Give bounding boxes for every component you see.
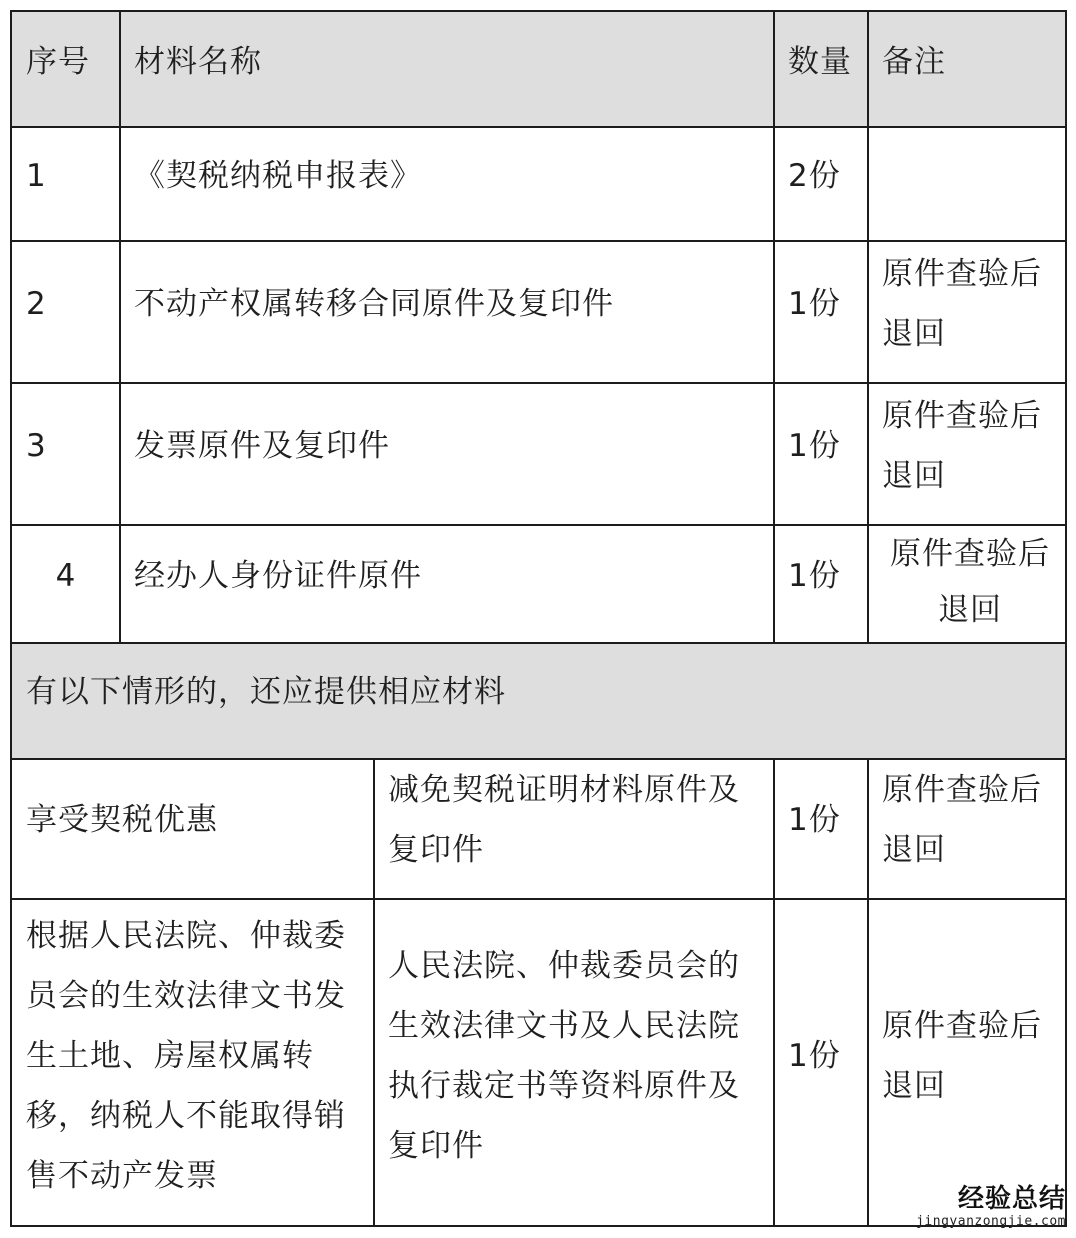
row-2-no: 2: [26, 286, 47, 322]
row-1-name: 《契税纳税申报表》: [134, 158, 422, 194]
header-qty: 数量: [788, 44, 852, 80]
watermark-logo: [916, 1184, 1066, 1230]
section-title: 有以下情形的，还应提供相应材料: [26, 674, 506, 710]
col-divider: [119, 12, 121, 644]
extra-2-material: 人民法院、仲裁委员会的生效法律文书及人民法院执行裁定书等资料原件及复印件: [388, 948, 740, 1164]
header-note: 备注: [882, 44, 946, 80]
extra-2-qty: 1份: [788, 1038, 841, 1074]
col-divider: [867, 12, 869, 644]
materials-table: [10, 10, 1067, 1227]
row-3-qty: 1份: [788, 428, 841, 464]
row-2-qty: 1份: [788, 286, 841, 322]
header-name: 材料名称: [134, 44, 262, 80]
row-1-no: 1: [26, 158, 47, 194]
row-divider: [12, 898, 1065, 900]
row-divider: [12, 126, 1065, 128]
row-divider: [12, 382, 1065, 384]
extra-2-situation: 根据人民法院、仲裁委员会的生效法律文书发生土地、房屋权属转移，纳税人不能取得销售不动产发票: [26, 918, 346, 1194]
row-2-name: 不动产权属转移合同原件及复印件: [134, 286, 614, 322]
row-4-qty: 1份: [788, 558, 841, 594]
extra-1-material: 减免契税证明材料原件及复印件: [388, 772, 740, 868]
row-4-name: 经办人身份证件原件: [134, 558, 422, 594]
watermark-main-text: 经验总结: [957, 1184, 1066, 1214]
header-no: 序号: [26, 44, 90, 80]
col-divider: [773, 12, 775, 644]
row-3-name: 发票原件及复印件: [134, 428, 390, 464]
watermark-url: jingyanzongjie.com: [916, 1214, 1066, 1229]
col-divider: [773, 758, 775, 1225]
row-3-note: 原件查验后退回: [882, 398, 1042, 494]
row-4-note: 原件查验后退回: [890, 536, 1050, 628]
row-divider: [12, 642, 1065, 644]
row-4-no: 4: [55, 558, 77, 594]
col-divider: [373, 758, 375, 1225]
extra-1-qty: 1份: [788, 802, 841, 838]
row-2-note: 原件查验后退回: [882, 256, 1042, 352]
row-divider: [12, 240, 1065, 242]
extra-1-note: 原件查验后退回: [882, 772, 1042, 868]
row-3-no: 3: [26, 428, 47, 464]
extra-1-situation: 享受契税优惠: [26, 802, 218, 838]
col-divider: [867, 758, 869, 1225]
extra-2-note: 原件查验后退回: [882, 1008, 1042, 1104]
row-1-qty: 2份: [788, 158, 841, 194]
